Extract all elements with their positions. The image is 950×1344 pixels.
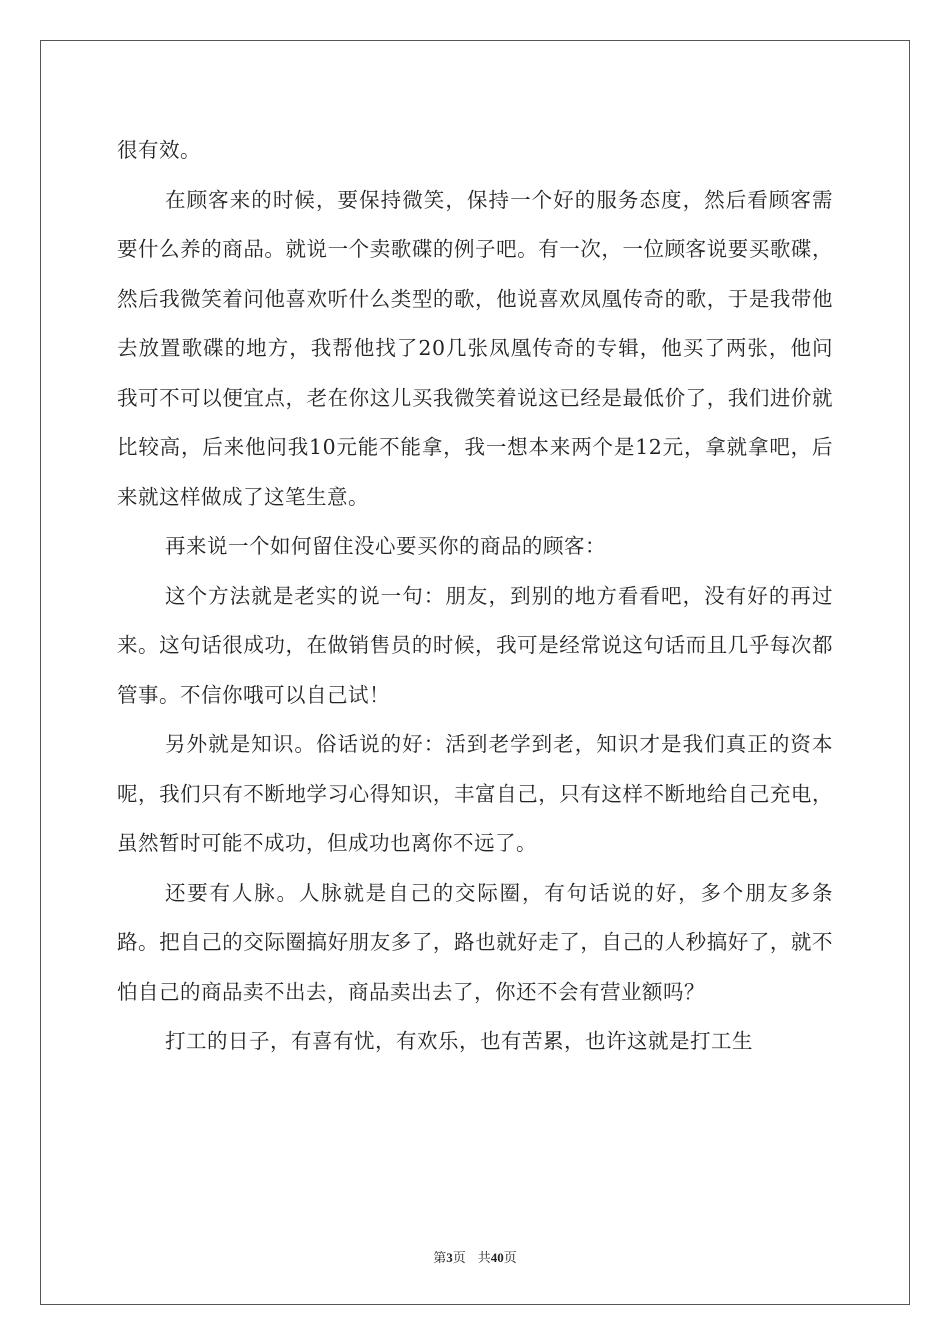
page-number: 3	[446, 1250, 453, 1265]
page-suffix: 页	[452, 1250, 466, 1265]
paragraph-5: 另外就是知识。俗话说的好：活到老学到老，知识才是我们真正的资本呢，我们只有不断地学习心得知识，丰富自己，只有这样不断地给自己充电，虽然暂时可能不成功，但成功也离你不远了。	[117, 732, 833, 855]
paragraph-1: 很有效。	[117, 138, 201, 162]
total-pages: 40	[490, 1250, 504, 1265]
paragraph-4: 这个方法就是老实的说一句：朋友，到别的地方看看吧，没有好的再过来。这句话很成功，在做销售员的时候，我可是经常说这句话而且几乎每次都管事。不信你哦可以自己试！	[117, 583, 833, 707]
paragraph-6: 还要有人脉。人脉就是自己的交际圈，有句话说的好，多个朋友多条路。把自己的交际圈搞好朋友多了，路也就好走了，自己的人秒搞好了，就不怕自己的商品卖不出去，商品卖出去了，你还不会有营业额吗？	[117, 880, 833, 1004]
paragraph-3: 再来说一个如何留住没心要买你的商品的顾客：	[165, 534, 606, 558]
paragraph-7: 打工的日子，有喜有忧，有欢乐，也有苦累，也许这就是打工生	[165, 1029, 753, 1053]
document-body	[117, 126, 833, 1067]
page-prefix: 第	[433, 1250, 447, 1265]
total-prefix: 共	[477, 1250, 491, 1265]
page-footer	[0, 1247, 950, 1266]
total-suffix: 页	[503, 1250, 517, 1265]
paragraph-2: 在顾客来的时候，要保持微笑，保持一个好的服务态度，然后看顾客需要什么养的商品。就说一个卖歌碟的例子吧。有一次，一位顾客说要买歌碟，然后我微笑着问他喜欢听什么类型的歌，他说喜欢凤凰传奇的歌，于是我带他去放置歌碟的地方，我帮他找了20几张凤凰传奇的专辑，他买了两张，他问我可不可以便宜点，老在你这儿买我微笑着说这已经是最低价了，我们进价就比较高，后来他问我10元能不能拿，我一想本来两个是12元，拿就拿吧，后来就这样做成了这笔生意。	[117, 187, 833, 509]
